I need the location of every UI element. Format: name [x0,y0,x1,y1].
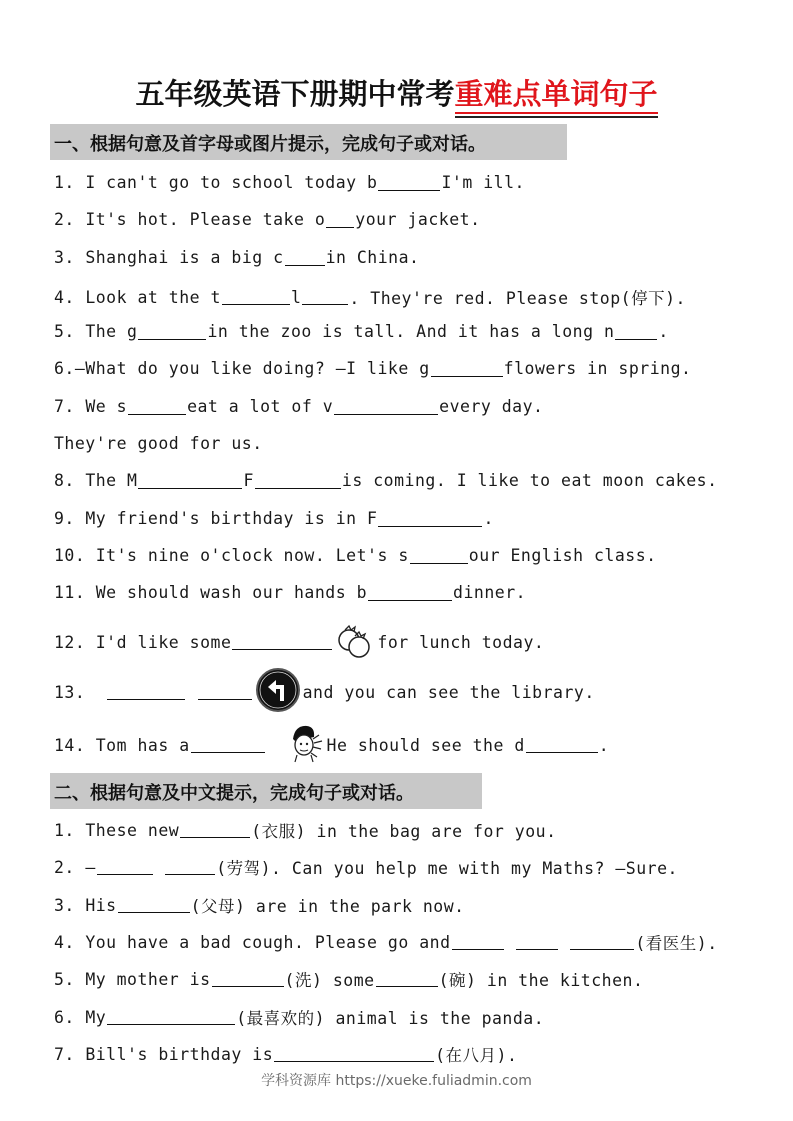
s1-item-6: 6. —What do you like doing? —I like g flowers in spring. [54,359,692,378]
answer-blank[interactable] [107,1009,235,1026]
page-title [0,72,793,113]
answer-blank[interactable] [191,737,265,754]
answer-blank[interactable] [570,934,634,951]
answer-blank[interactable] [138,472,242,489]
answer-blank[interactable] [376,971,438,988]
answer-blank[interactable] [212,971,284,988]
answer-blank[interactable] [274,1046,434,1063]
answer-blank[interactable] [302,289,348,306]
answer-blank[interactable] [410,547,468,564]
answer-blank[interactable] [255,472,341,489]
s2-item-6: 6. My (最喜欢的) animal is the panda. [54,1007,545,1028]
answer-blank[interactable] [232,634,332,651]
answer-blank[interactable] [516,934,558,951]
turn-left-sign-icon [255,667,301,717]
answer-blank[interactable] [378,510,482,527]
s1-item-8: 8. The M F is coming. I like to eat moon cakes. [54,471,718,490]
answer-blank[interactable] [97,859,153,876]
s1-item-12: 12. I'd like some for lunch today. [54,622,544,662]
answer-blank[interactable] [326,211,354,228]
answer-blank[interactable] [378,174,440,191]
answer-blank[interactable] [452,934,504,951]
answer-blank[interactable] [615,323,657,340]
s1-item-7-continuation: They're good for us. [54,434,263,453]
s1-item-13: 13. and you can see the library. [54,668,595,716]
s1-item-2: 2. It's hot. Please take o your jacket. [54,210,481,229]
answer-blank[interactable] [107,684,185,701]
section-2-header: 二、根据句意及中文提示，完成句子或对话。 [50,773,482,809]
s2-item-2: 2. — (劳驾). Can you help me with my Maths? —Sure. [54,857,678,878]
s2-item-1: 1. These new (衣服) in the bag are for you. [54,820,557,841]
s2-item-5: 5. My mother is (洗) some (碗) in the kitchen. [54,969,644,990]
s1-item-5: 5. The g in the zoo is tall. And it has a long n . [54,322,669,341]
s1-item-9: 9. My friend's birthday is in F . [54,509,494,528]
s1-item-4: 4. Look at the t l . They're red. Please stop(停下). [54,287,686,308]
answer-blank[interactable] [222,289,290,306]
answer-blank[interactable] [368,584,452,601]
tomatoes-icon [335,620,375,664]
s2-item-7: 7. Bill's birthday is (在八月). [54,1044,518,1065]
s2-item-4: 4. You have a bad cough. Please go and (看医生). [54,932,718,953]
answer-blank[interactable] [285,249,325,266]
s1-item-3: 3. Shanghai is a big c in China. [54,248,420,267]
title-red: 重难点单词句子 [455,72,658,113]
answer-blank[interactable] [334,398,438,415]
answer-blank[interactable] [165,859,215,876]
s2-item-3: 3. His (父母) are in the park now. [54,895,465,916]
sick-boy-icon [289,723,325,767]
section-1-header: 一、根据句意及首字母或图片提示，完成句子或对话。 [50,124,567,160]
answer-blank[interactable] [180,822,250,839]
s1-item-10: 10. It's nine o'clock now. Let's s our English class. [54,546,657,565]
answer-blank[interactable] [526,737,598,754]
s1-item-1: 1. I can't go to school today b I'm ill. [54,173,525,192]
answer-blank[interactable] [431,360,503,377]
answer-blank[interactable] [138,323,206,340]
answer-blank[interactable] [198,684,252,701]
s1-item-14: 14. Tom has a He should see the d . [54,722,609,768]
answer-blank[interactable] [118,897,190,914]
title-black: 五年级英语下册期中常考 [135,77,455,111]
answer-blank[interactable] [128,398,186,415]
footer-watermark: 学科资源库 https://xueke.fuliadmin.com [261,1073,532,1089]
s1-item-7: 7. We s eat a lot of v every day. [54,397,544,416]
s1-item-11: 11. We should wash our hands b dinner. [54,583,527,602]
